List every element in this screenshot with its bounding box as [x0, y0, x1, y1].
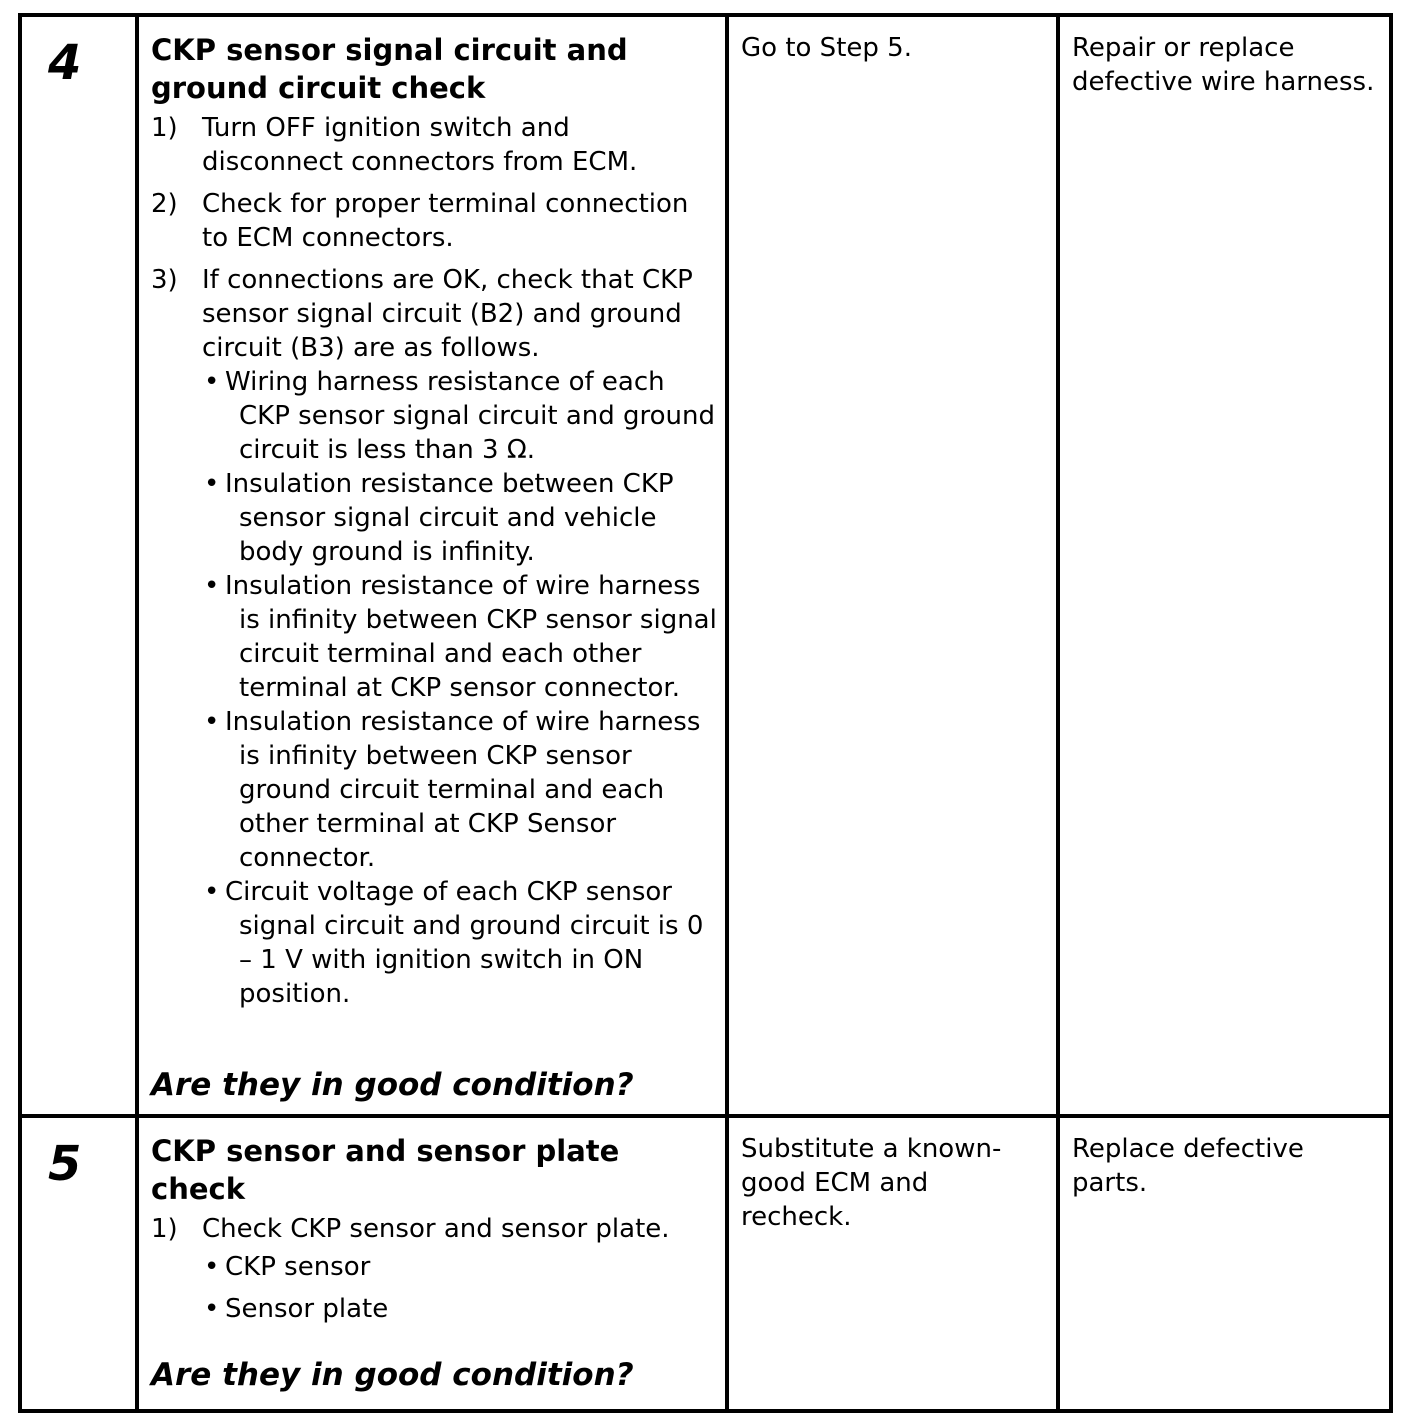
substep-text: Check CKP sensor and sensor plate.	[202, 1214, 670, 1244]
yes-result: Go to Step 5.	[741, 33, 912, 63]
bullet-text: Wiring harness resistance of each CKP sensor signal circuit and ground circuit is less than 3 Ω.	[225, 367, 716, 465]
substep-number: 1)	[151, 1214, 178, 1244]
substep-item	[151, 187, 717, 255]
step-cell	[20, 1116, 137, 1411]
bullet-list	[202, 1250, 717, 1326]
bullet-item	[151, 875, 717, 1011]
step-number: 5	[48, 1136, 82, 1192]
substep-text: Turn OFF ignition switch and disconnect connectors from ECM.	[202, 113, 638, 177]
no-cell	[1058, 1116, 1391, 1411]
bullet-text: Insulation resistance of wire harness is infinity between CKP sensor signal circuit terminal and each other terminal at CKP sensor connector.	[225, 571, 717, 703]
substep-item	[151, 263, 717, 1011]
no-result: Replace defective parts.	[1072, 1134, 1304, 1198]
bullet-item	[151, 705, 717, 875]
bullet-dot: •	[204, 469, 220, 499]
bullet-text: Insulation resistance between CKP sensor signal circuit and vehicle body ground is infinity.	[225, 469, 674, 567]
substep-number: 1)	[151, 113, 178, 143]
action-content	[139, 17, 725, 1114]
step-number: 4	[48, 35, 82, 91]
action-cell	[137, 15, 727, 1116]
action-content	[139, 1118, 725, 1409]
troubleshooting-table	[18, 13, 1393, 1413]
bullet-dot: •	[204, 1252, 220, 1282]
substep-number: 2)	[151, 189, 178, 219]
substep-item	[151, 111, 717, 179]
bullet-dot: •	[204, 1294, 220, 1324]
substep-text: Check for proper terminal connection to ECM connectors.	[202, 189, 689, 253]
no-result: Repair or replace defective wire harness.	[1072, 33, 1375, 97]
yes-cell	[727, 1116, 1058, 1411]
bullet-list	[202, 365, 717, 1011]
bullet-text: Circuit voltage of each CKP sensor signal circuit and ground circuit is 0 – 1 V with ignition switch in ON position.	[225, 877, 704, 1009]
substep-number: 3)	[151, 265, 178, 295]
table-row	[20, 1116, 1391, 1411]
bullet-item	[151, 467, 717, 569]
bullet-dot: •	[204, 367, 220, 397]
no-cell	[1058, 15, 1391, 1116]
bullet-item	[151, 1250, 717, 1284]
substep-item	[151, 1212, 717, 1326]
bullet-dot: •	[204, 877, 220, 907]
bullet-dot: •	[204, 707, 220, 737]
action-cell	[137, 1116, 727, 1411]
yes-cell	[727, 15, 1058, 1116]
bullet-item	[151, 365, 717, 467]
step-title: CKP sensor signal circuit and ground circuit check	[151, 33, 628, 105]
bullet-text: Insulation resistance of wire harness is infinity between CKP sensor ground circuit terminal and each other terminal at CKP Sensor connector.	[225, 707, 701, 873]
bullet-item	[151, 569, 717, 705]
bullet-dot: •	[204, 571, 220, 601]
step-question: Are they in good condition?	[151, 1067, 634, 1103]
yes-result: Substitute a known-good ECM and recheck.	[741, 1134, 1002, 1232]
substep-list	[151, 111, 717, 1011]
table-row	[20, 15, 1391, 1116]
substep-list	[151, 1212, 717, 1326]
step-title: CKP sensor and sensor plate check	[151, 1134, 620, 1206]
bullet-text: CKP sensor	[225, 1252, 371, 1282]
bullet-item	[151, 1292, 717, 1326]
step-question: Are they in good condition?	[151, 1357, 634, 1393]
step-cell	[20, 15, 137, 1116]
bullet-text: Sensor plate	[225, 1294, 389, 1324]
substep-text: If connections are OK, check that CKP sensor signal circuit (B2) and ground circuit (B3) are as follows.	[202, 265, 693, 363]
